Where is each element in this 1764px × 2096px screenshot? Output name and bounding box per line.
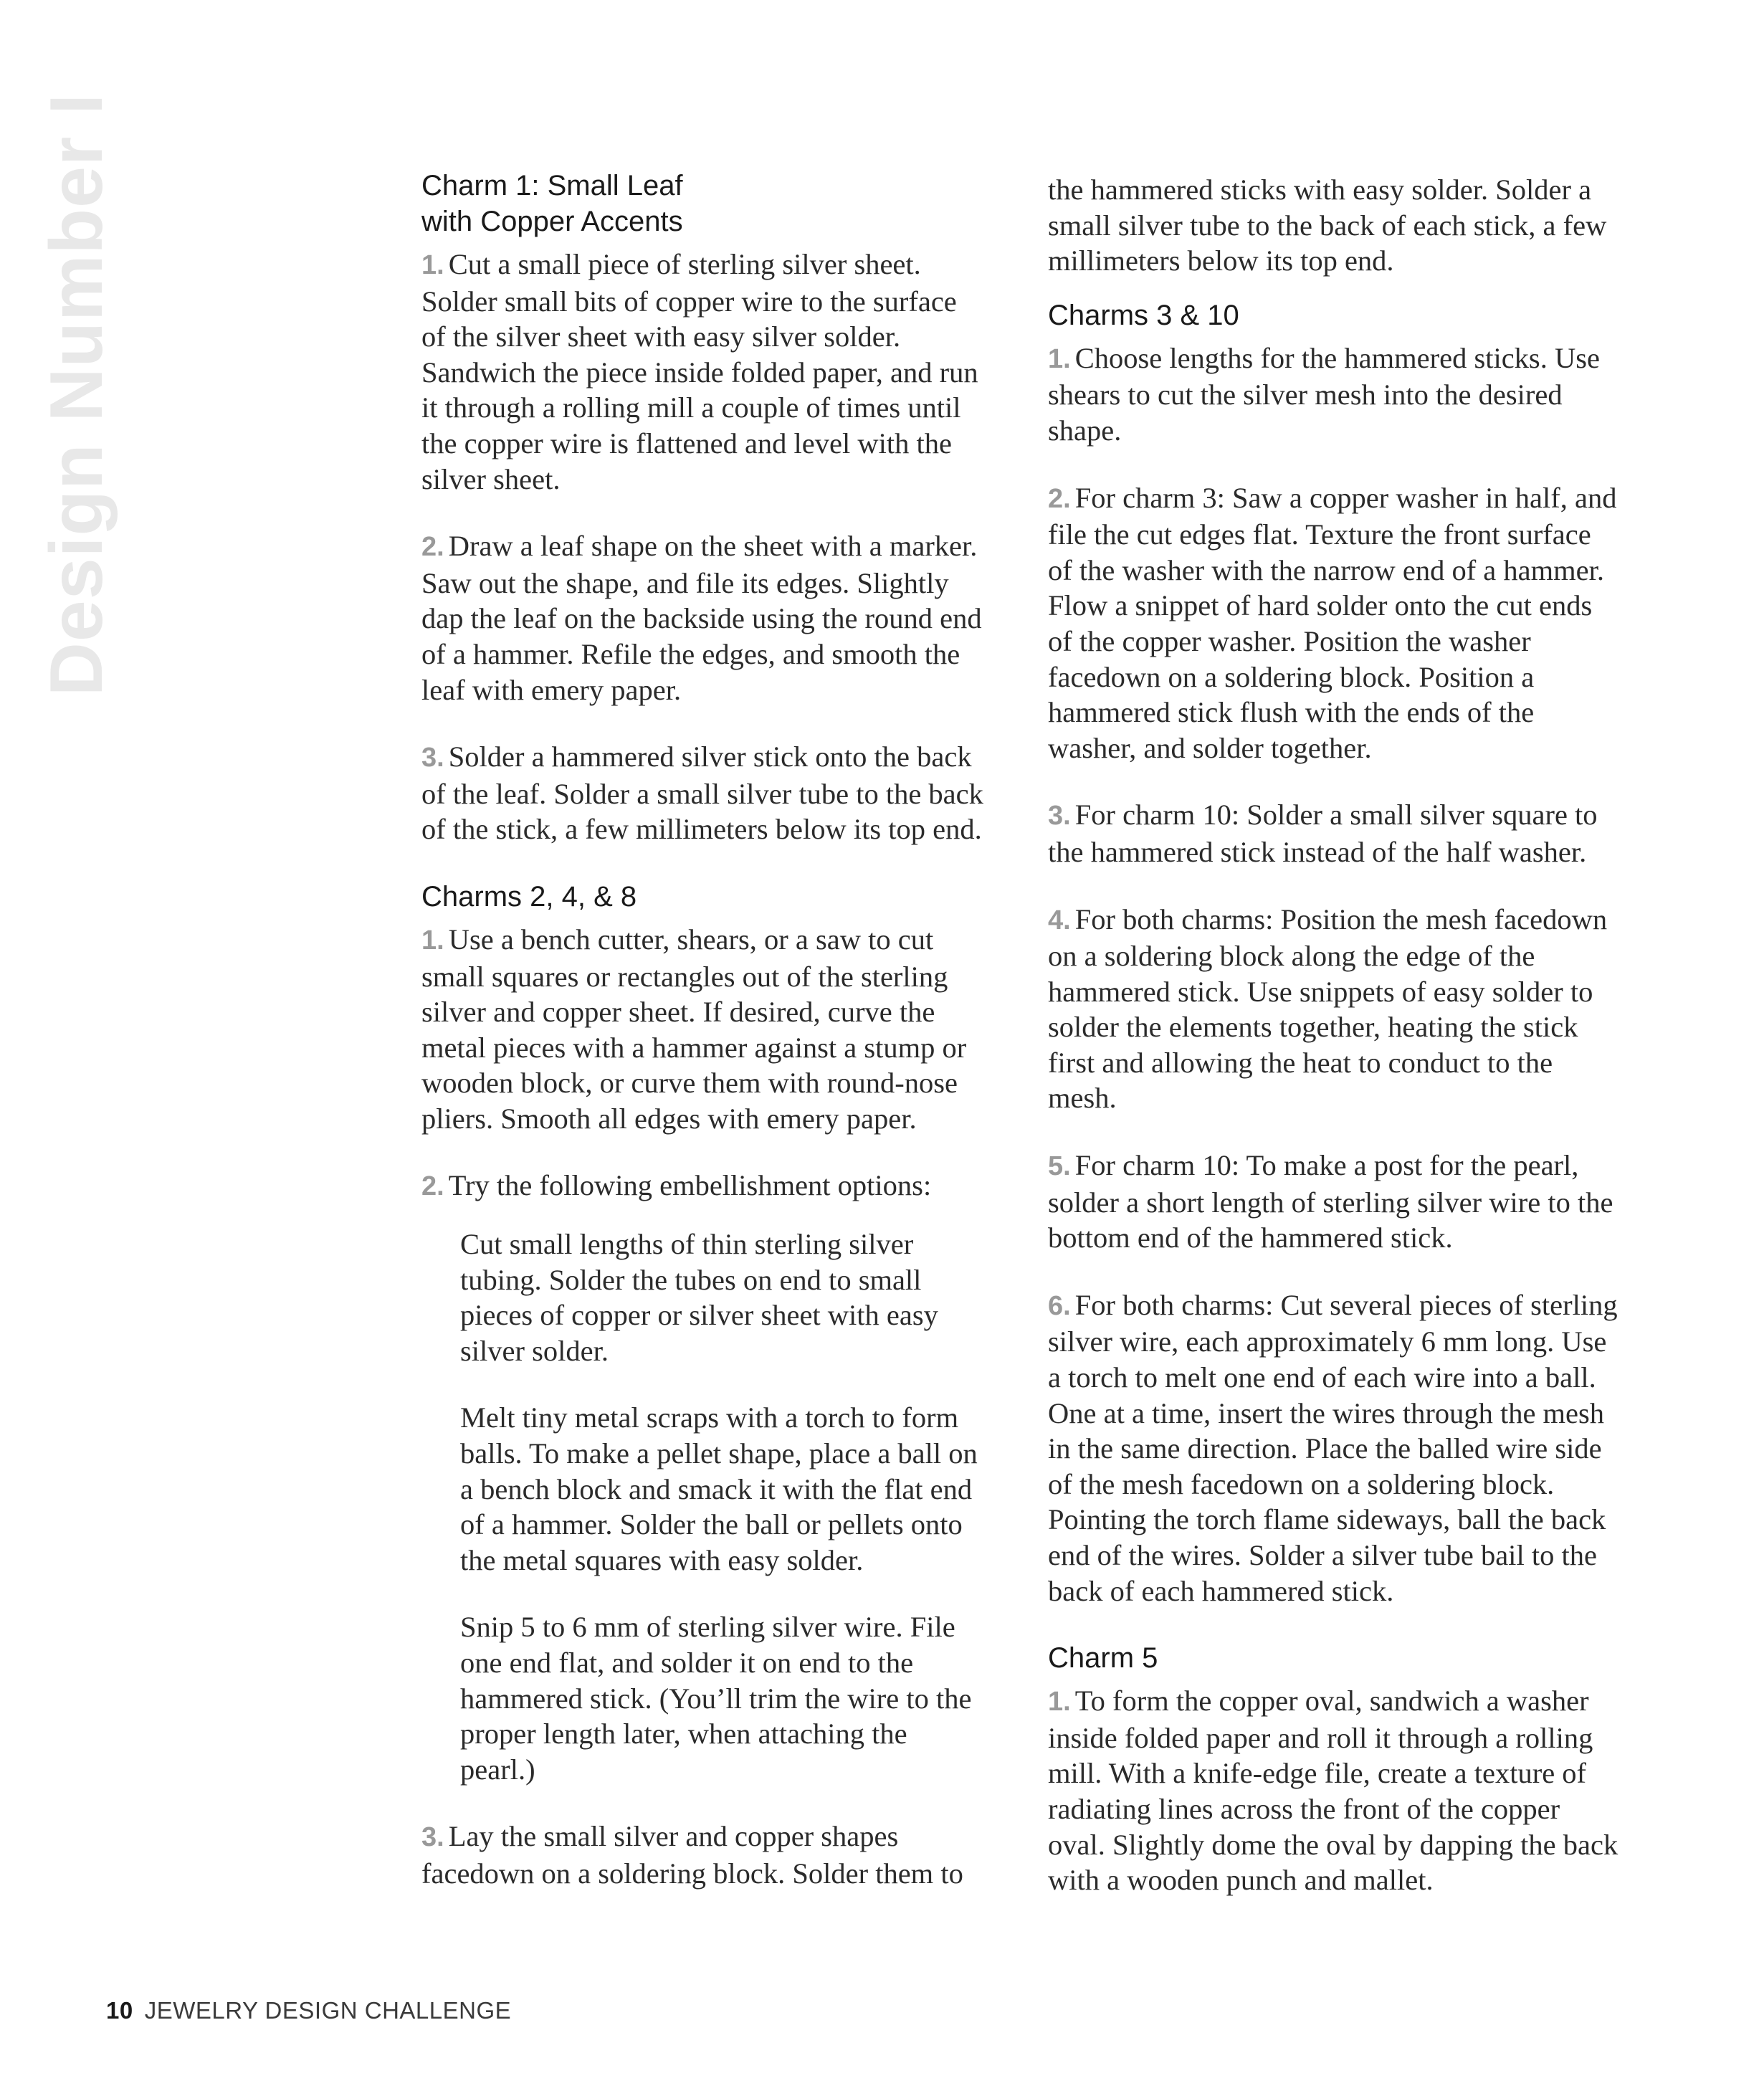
charms310-step-2 xyxy=(1048,480,1621,766)
step-number: 5. xyxy=(1048,1151,1071,1182)
charms310-step-5 xyxy=(1048,1148,1621,1256)
embellishment-option-1: Cut small lengths of thin sterling silver tubing. Solder the tubes on end to small pieces of copper or silver sheet with easy silver solder. xyxy=(460,1228,938,1367)
step-number: 3. xyxy=(421,1822,444,1853)
step-text: For both charms: Position the mesh facedown on a soldering block along the edge of the hammered stick. Use snippets of easy solder to solder the elements together, heating the stick first and allowing the heat to conduct to the mesh. xyxy=(1048,902,1608,1115)
step-number: 1. xyxy=(421,925,444,956)
page-number: 10 xyxy=(106,1997,133,2024)
step-number: 1. xyxy=(1048,1687,1071,1718)
charm5-heading: Charm 5 xyxy=(1048,1642,1158,1675)
step-text: Draw a leaf shape on the sheet with a marker. Saw out the shape, and file its edges. Slightly dap the leaf on the backside using the round end of a hammer. Refile the edges, and smooth the leaf with emery paper. xyxy=(421,530,982,706)
step-number: 2. xyxy=(1048,483,1071,514)
embellishment-option-3: Snip 5 to 6 mm of sterling silver wire. File one end flat, and solder it on end to the hammered stick. (You’ll trim the wire to the proper length later, when attaching the pearl.) xyxy=(460,1611,972,1786)
charm1-heading-line2: with Copper Accents xyxy=(421,206,683,237)
step-number: 3. xyxy=(421,743,444,773)
charms310-heading: Charms 3 & 10 xyxy=(1048,299,1239,331)
charms310-step-3 xyxy=(1048,797,1621,870)
charms248-step-1 xyxy=(421,922,988,1137)
charms248-heading: Charms 2, 4, & 8 xyxy=(421,880,637,913)
step-number: 2. xyxy=(421,532,444,563)
charm1-step-2 xyxy=(421,528,988,708)
step-text: For charm 3: Saw a copper washer in half, and file the cut edges flat. Texture the front surface of the washer with the narrow end of a hammer. Flow a snippet of hard solder onto the cut ends of the copper washer. Position the washer facedown on a soldering block. Position a hammered stick flush with the ends of the washer, and solder together. xyxy=(1048,481,1617,764)
step-text: Choose lengths for the hammered sticks. Use shears to cut the silver mesh into the desired shape. xyxy=(1048,341,1600,447)
step-number: 1. xyxy=(421,250,444,280)
embellishment-option-2: Melt tiny metal scraps with a torch to form balls. To make a pellet shape, place a ball on a bench block and smack it with the flat end of a hammer. Solder the ball or pellets onto the metal squares with easy solder. xyxy=(460,1401,978,1576)
step-number: 1. xyxy=(1048,343,1071,374)
step-text: Try the following embellishment options: xyxy=(448,1169,932,1202)
side-section-title xyxy=(35,92,119,696)
charms248-step-2 xyxy=(421,1168,988,1205)
left-column xyxy=(421,168,988,1923)
charms310-step-1 xyxy=(1048,340,1621,449)
step-text: To form the copper oval, sandwich a washer inside folded paper and roll it through a rolling mill. With a knife-edge file, create a texture of radiating lines across the front of the copper oval. Slightly dome the oval by dapping the back with a wooden punch and mallet. xyxy=(1048,1685,1618,1897)
charms310-step-6 xyxy=(1048,1287,1621,1609)
step-text: For charm 10: To make a post for the pearl, solder a short length of sterling silver wire to the bottom end of the hammered stick. xyxy=(1048,1149,1613,1254)
step-text: For charm 10: Solder a small silver square to the hammered stick instead of the half washer. xyxy=(1048,799,1598,868)
charm5-step-1 xyxy=(1048,1683,1621,1898)
step-text: Cut a small piece of sterling silver sheet. Solder small bits of copper wire to the surface of the silver sheet with easy silver solder. Sandwich the piece inside folded paper, and run it through a rolling mill a couple of times until the copper wire is flattened and level with the silver sheet. xyxy=(421,248,978,495)
charms310-step-4 xyxy=(1048,902,1621,1117)
charm1-heading xyxy=(421,168,988,239)
step-number: 4. xyxy=(1048,905,1071,935)
charm1-heading-line1: Charm 1: Small Leaf xyxy=(421,170,683,201)
continued-paragraph: the hammered sticks with easy solder. Solder a small silver tube to the back of each stick, a few millimeters below its top end. xyxy=(1048,173,1607,277)
step-text: Solder a hammered silver stick onto the back of the leaf. Solder a small silver tube to the back of the stick, a few millimeters below its top end. xyxy=(421,740,983,846)
charms248-step-3 xyxy=(421,1819,988,1891)
step-text: Lay the small silver and copper shapes facedown on a soldering block. Solder them to xyxy=(421,1820,963,1890)
book-title: JEWELRY DESIGN CHALLENGE xyxy=(144,1997,512,2024)
charm1-step-3 xyxy=(421,739,988,847)
page-footer xyxy=(106,1997,511,2024)
step-number: 2. xyxy=(421,1171,444,1202)
step-number: 3. xyxy=(1048,801,1071,832)
side-title-text: Design Number I xyxy=(35,92,119,696)
right-column xyxy=(1048,172,1621,1930)
step-text: For both charms: Cut several pieces of sterling silver wire, each approximately 6 mm long. Use a torch to melt one end of each wire into a ball. One at a time, insert the wires through the mesh in the same direction. Place the balled wire side of the mesh facedown on a soldering block. Pointing the torch flame sideways, ball the back end of the wires. Solder a silver tube bail to the back of each hammered stick. xyxy=(1048,1288,1618,1607)
step-text: Use a bench cutter, shears, or a saw to cut small squares or rectangles out of the sterling silver and copper sheet. If desired, curve the metal pieces with a hammer against a stump or wooden block, or curve them with round-nose pliers. Smooth all edges with emery paper. xyxy=(421,923,967,1135)
step-number: 6. xyxy=(1048,1290,1071,1321)
charm1-step-1 xyxy=(421,247,988,497)
